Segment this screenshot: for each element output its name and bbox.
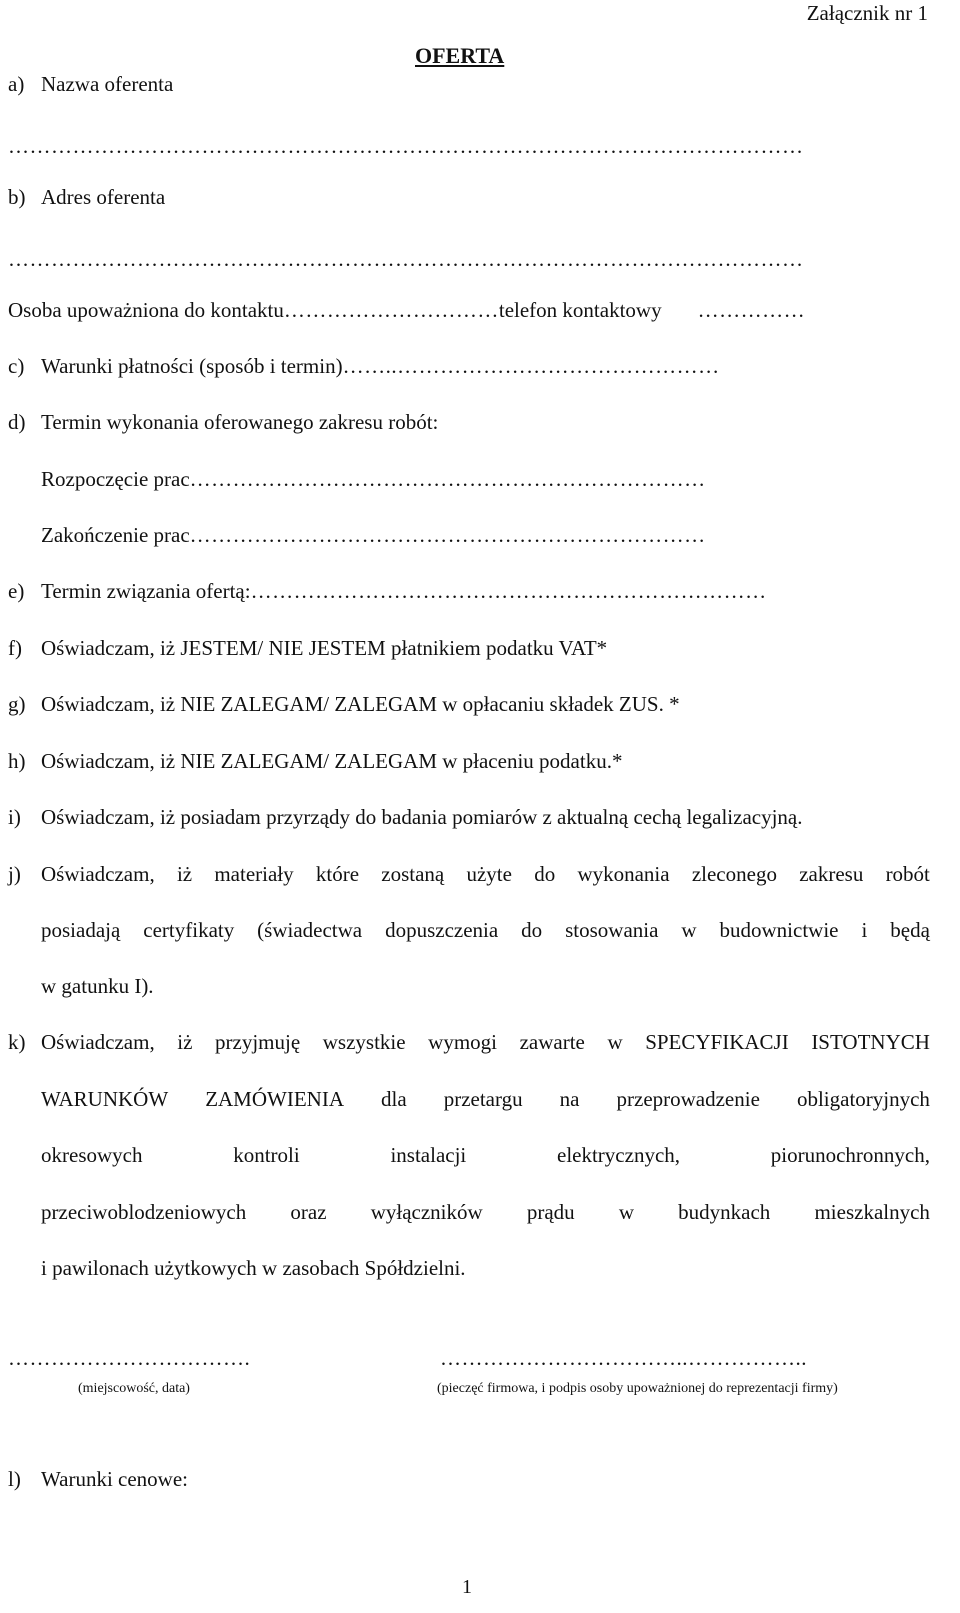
item-marker: f) [8,636,22,660]
page-number: 1 [462,1576,472,1598]
item-k-marker [8,1029,41,1055]
item-marker: a) [8,72,25,96]
item-c [8,353,720,379]
item-marker: h) [8,749,26,773]
place-date-caption: (miejscowość, data) [78,1381,190,1396]
item-l [8,1466,188,1492]
item-marker: k) [8,1030,26,1054]
item-marker: d) [8,410,26,434]
item-marker: g) [8,692,26,716]
item-j-line-2: posiadają certyfikaty (świadectwa dopuszczenia do stosowania w budownictwie i będą [41,918,930,942]
item-f [8,635,607,661]
item-b [8,184,165,210]
item-e-label: Termin związania ofertą: [41,579,251,603]
item-e [8,578,767,604]
item-marker: c) [8,354,25,378]
item-c-label: Warunki płatności (sposób i termin) [41,354,343,378]
end-date-line [41,522,706,548]
item-marker: i) [8,805,21,829]
stamp-signature-caption: (pieczęć firmowa, i podpis osoby upoważnionej do reprezentacji firmy) [437,1381,838,1396]
annex-label: Załącznik nr 1 [806,1,928,25]
document-title: OFERTA [415,43,505,68]
contact-line [8,297,805,323]
item-i-text: Oświadczam, iż posiadam przyrządy do badania pomiarów z aktualną cechą legalizacyjną. [41,805,803,829]
item-j-line-1: Oświadczam, iż materiały które zostaną użyte do wykonania zleconego zakresu robót [41,862,930,886]
item-k-line-5: i pawilonach użytkowych w zasobach Spółdzielni. [41,1256,466,1280]
end-fill: ……………………………………………………………… [189,523,706,547]
item-j-line-3: w gatunku I). [41,974,154,998]
item-e-fill: ……………………………………………………………… [250,579,767,603]
item-marker: b) [8,185,26,209]
item-g [8,691,680,717]
start-fill: ……………………………………………………………… [189,467,706,491]
stamp-signature-fill: ……………………………..…………….. [440,1346,807,1370]
contact-fill: ………………………… [283,298,499,322]
item-a-fill-line: ………………………………………………………………………………………………… [8,134,804,158]
item-a [8,71,173,97]
item-f-text: Oświadczam, iż JESTEM/ NIE JESTEM płatnikiem podatku VAT* [41,636,608,660]
item-k-line-3: okresowych kontroli instalacji elektrycznych, piorunochronnych, [41,1143,930,1167]
item-marker: l) [8,1467,21,1491]
end-label: Zakończenie prac [41,523,190,547]
item-marker: j) [8,862,21,886]
item-k-line-1: Oświadczam, iż przyjmuję wszystkie wymogi zawarte w SPECYFIKACJI ISTOTNYCH [41,1030,930,1054]
item-d [8,409,438,435]
item-c-fill: ……..……………………………………… [342,354,720,378]
item-k-line-2: WARUNKÓW ZAMÓWIENIA dla przetargu na przeprowadzenie obligatoryjnych [41,1087,930,1111]
start-label: Rozpoczęcie prac [41,467,190,491]
item-k-line-4: przeciwoblodzeniowych oraz wyłączników prądu w budynkach mieszkalnych [41,1200,930,1224]
item-b-label: Adres oferenta [41,185,166,209]
start-date-line [41,466,706,492]
item-i [8,804,803,830]
contact-label: Osoba upoważniona do kontaktu [8,298,284,322]
item-a-label: Nazwa oferenta [41,72,174,96]
item-h [8,748,622,774]
item-b-fill-line: ………………………………………………………………………………………………… [8,247,804,271]
phone-label: telefon kontaktowy [498,298,662,322]
item-g-text: Oświadczam, iż NIE ZALEGAM/ ZALEGAM w opłacaniu składek ZUS. * [41,692,680,716]
item-l-label: Warunki cenowe: [41,1467,188,1491]
item-marker: e) [8,579,25,603]
item-d-label: Termin wykonania oferowanego zakresu robót: [41,410,439,434]
phone-fill: …………… [697,298,806,322]
item-j-marker [8,861,41,887]
item-h-text: Oświadczam, iż NIE ZALEGAM/ ZALEGAM w płaceniu podatku.* [41,749,623,773]
place-date-fill: ……………………………. [8,1346,251,1370]
